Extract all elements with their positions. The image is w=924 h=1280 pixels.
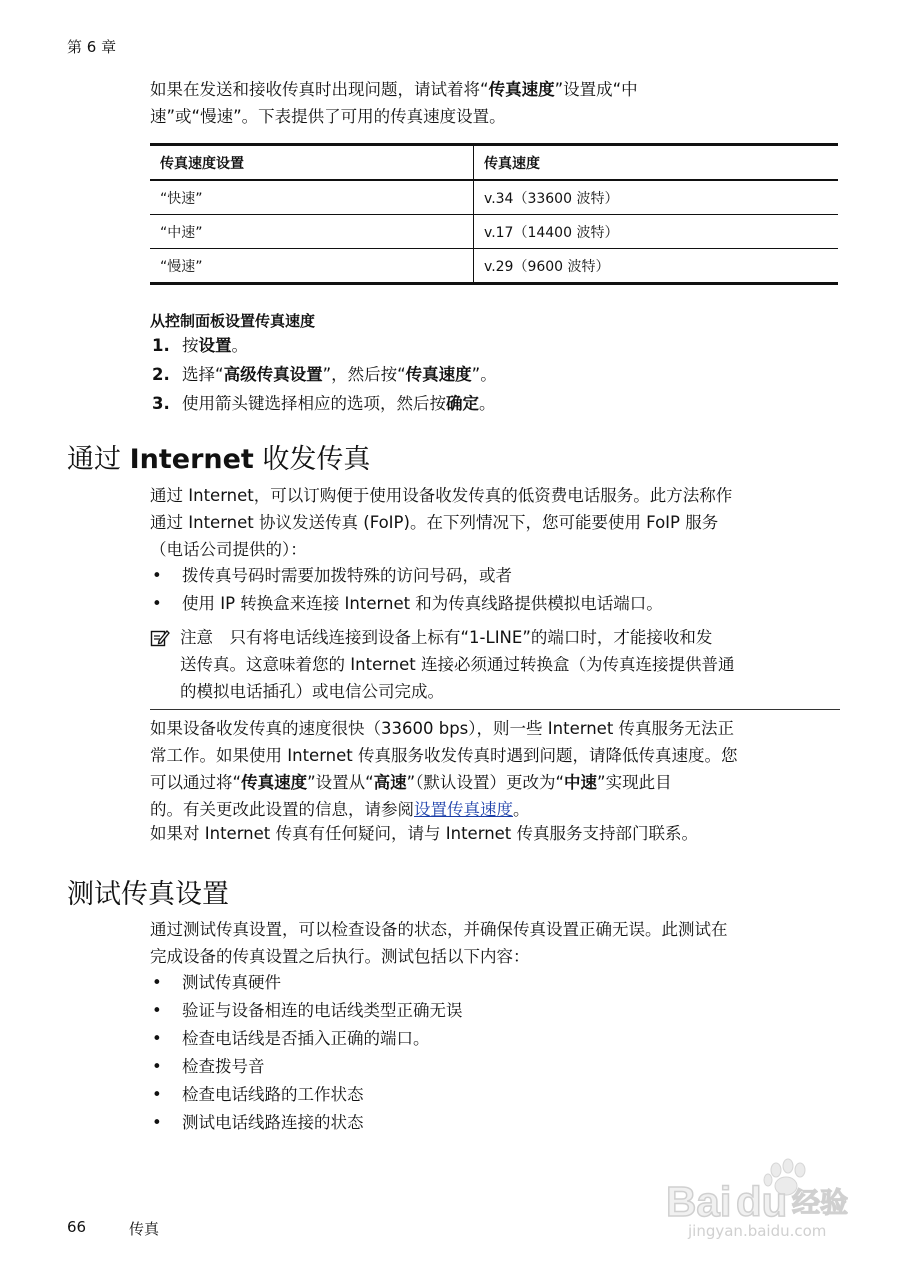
step-text: 。 (479, 394, 496, 413)
bullet-icon: • (152, 973, 162, 992)
watermark-url: jingyan.baidu.com (688, 1222, 827, 1240)
section-heading-internet (67, 437, 370, 476)
bullet-icon: • (152, 1029, 162, 1048)
speed-paragraph (150, 715, 850, 823)
test-bullet-list (152, 969, 832, 1137)
support-paragraph: 如果对 Internet 传真有任何疑问，请与 Internet 传真服务支持部门联系。 (150, 824, 699, 843)
table-cell: v.17（14400 波特） (474, 215, 839, 249)
list-item (152, 1081, 832, 1109)
step-text: ”。 (471, 365, 497, 384)
table-header: 传真速度 (474, 145, 839, 181)
set-fax-speed-link[interactable]: 设置传真速度 (414, 800, 513, 819)
paragraph-line: 完成设备的传真设置之后执行。测试包括以下内容： (150, 947, 530, 966)
paragraph-text: ”设置从“ (307, 773, 374, 792)
footer-title: 传真 (129, 1220, 160, 1238)
paragraph-bold: 传真速度 (241, 773, 308, 792)
test-paragraph (150, 916, 850, 970)
step-text: 按 (182, 336, 199, 355)
step-bold: 设置 (198, 336, 232, 355)
table-cell: v.34（33600 波特） (474, 180, 839, 215)
paragraph-line: 如果设备收发传真的速度很快（33600 bps），则一些 Internet 传真服务无法正 (150, 719, 735, 738)
procedure-steps (152, 331, 832, 418)
paragraph-bold: 高速 (373, 773, 407, 792)
chapter-label: 第 6 章 (67, 38, 117, 56)
intro-paragraph (150, 76, 790, 130)
table-cell: “慢速” (150, 249, 474, 284)
intro-text: 如果在发送和接收传真时出现问题，请试着将“ (150, 80, 489, 99)
svg-text:Bai: Bai (666, 1178, 732, 1225)
table-header-row (150, 145, 838, 181)
bullet-text: 拨传真号码时需要加拨特殊的访问号码，或者 (182, 566, 512, 585)
bullet-text: 测试传真硬件 (182, 973, 281, 992)
paragraph-text: 可以通过将“ (150, 773, 242, 792)
internet-bullet-list (152, 562, 832, 618)
step-text: 。 (231, 336, 248, 355)
list-item (152, 389, 832, 418)
note-line: 的模拟电话插孔）或电信公司完成。 (180, 682, 444, 701)
list-item (152, 331, 832, 360)
intro-text: ”设置成“中 (554, 80, 638, 99)
bullet-text: 检查电话线是否插入正确的端口。 (182, 1029, 430, 1048)
step-bold: 确定 (446, 394, 479, 413)
step-text: 选择“ (182, 365, 224, 384)
heading-text: 通过 (67, 444, 130, 475)
paragraph-bold: 中速 (564, 773, 598, 792)
step-number: 3. (152, 394, 170, 413)
intro-bold: 传真速度 (488, 80, 555, 99)
list-item (152, 969, 832, 997)
heading-text: Internet (129, 444, 254, 475)
procedure-heading: 从控制面板设置传真速度 (150, 312, 316, 330)
svg-text:du: du (736, 1178, 788, 1225)
bullet-text: 测试电话线路连接的状态 (182, 1113, 364, 1132)
bullet-text: 使用 IP 转换盒来连接 Internet 和为传真线路提供模拟电话端口。 (182, 594, 663, 613)
baidu-jingyan-watermark (664, 1152, 864, 1242)
step-text: ”，然后按“ (322, 365, 406, 384)
table-row (150, 249, 838, 284)
paragraph-line: 常工作。如果使用 Internet 传真服务收发传真时遇到问题，请降低传真速度。您 (150, 746, 738, 765)
list-item (152, 1025, 832, 1053)
section-heading-test: 测试传真设置 (67, 879, 229, 910)
paragraph-text: 。 (513, 800, 530, 819)
step-number: 2. (152, 365, 170, 384)
fax-speed-table (150, 143, 838, 285)
list-item (152, 997, 832, 1025)
bullet-icon: • (152, 594, 162, 613)
paragraph-text: 的。有关更改此设置的信息，请参阅 (150, 800, 414, 819)
svg-text:经验: 经验 (792, 1186, 849, 1219)
table-cell: “中速” (150, 215, 474, 249)
bullet-text: 检查电话线路的工作状态 (182, 1085, 364, 1104)
note-line: 送传真。这意味着您的 Internet 连接必须通过转换盒（为传真连接提供普通 (180, 655, 735, 674)
step-text: 使用箭头键选择相应的选项，然后按 (182, 394, 446, 413)
note-pencil-icon (150, 628, 170, 648)
heading-text: 收发传真 (253, 444, 371, 475)
list-item (152, 562, 832, 590)
paragraph-text: ”实现此目 (597, 773, 672, 792)
note-line: 注意 只有将电话线连接到设备上标有“1-LINE”的端口时，才能接收和发 (180, 628, 713, 647)
bullet-text: 检查拨号音 (182, 1057, 265, 1076)
page-number: 66 (67, 1218, 87, 1236)
bullet-icon: • (152, 566, 162, 585)
bullet-icon: • (152, 1057, 162, 1076)
internet-paragraph (150, 482, 850, 563)
table-cell: v.29（9600 波特） (474, 249, 839, 284)
list-item (152, 1053, 832, 1081)
intro-text: 速”或“慢速”。下表提供了可用的传真速度设置。 (150, 107, 506, 126)
paragraph-line: 通过 Internet，可以订购便于使用设备收发传真的低资费电话服务。此方法称作 (150, 486, 733, 505)
table-row (150, 180, 838, 215)
bullet-icon: • (152, 1113, 162, 1132)
step-number: 1. (152, 336, 170, 355)
paragraph-line: （电话公司提供的）： (150, 540, 307, 559)
table-cell: “快速” (150, 180, 474, 215)
note-box (150, 624, 840, 710)
bullet-icon: • (152, 1085, 162, 1104)
list-item (152, 590, 832, 618)
step-bold: 高级传真设置 (223, 365, 323, 384)
paragraph-text: ”（默认设置）更改为“ (406, 773, 565, 792)
table-row (150, 215, 838, 249)
paragraph-line: 通过 Internet 协议发送传真 (FoIP)。在下列情况下，您可能要使用 FoIP 服务 (150, 513, 719, 532)
bullet-icon: • (152, 1001, 162, 1020)
bullet-text: 验证与设备相连的电话线类型正确无误 (182, 1001, 463, 1020)
step-bold: 传真速度 (405, 365, 472, 384)
list-item (152, 1109, 832, 1137)
list-item (152, 360, 832, 389)
table-header: 传真速度设置 (150, 145, 474, 181)
paragraph-line: 通过测试传真设置，可以检查设备的状态，并确保传真设置正确无误。此测试在 (150, 920, 728, 939)
